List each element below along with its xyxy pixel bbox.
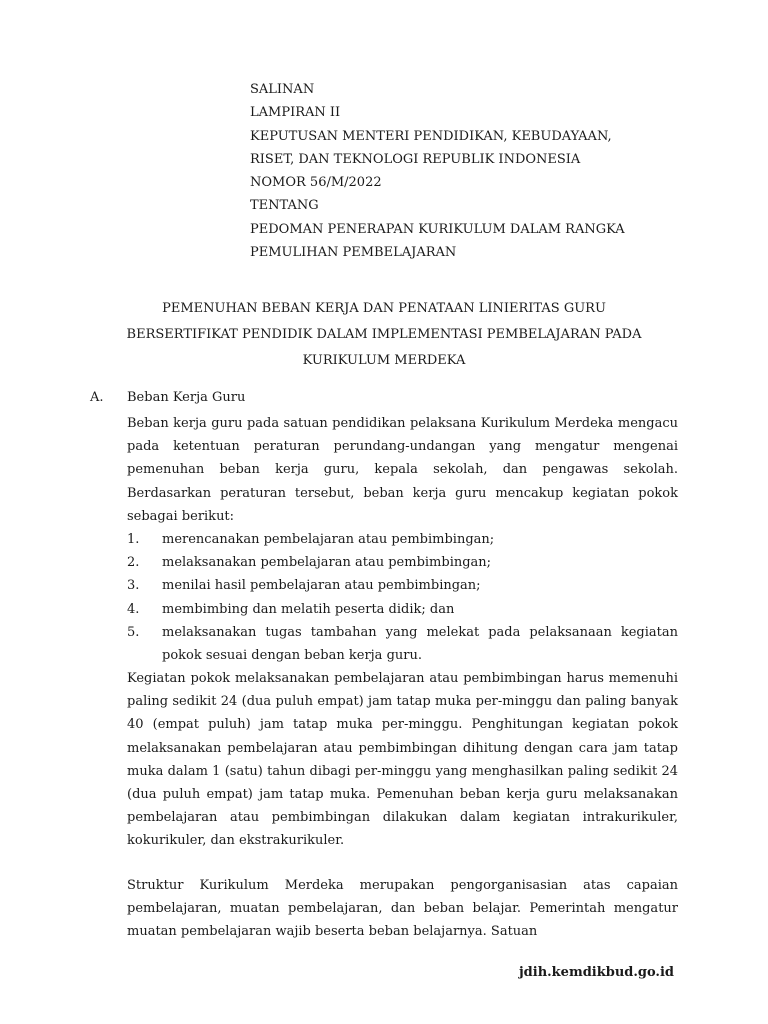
list-item-number: 2. [127, 555, 140, 571]
paragraph-structure: Struktur Kurikulum Merdeka merupakan pengorganisasian atas capaian pembelajaran, muatan pembelajaran, dan beban belajar. Pemerintah mengatur muatan pembelajaran wajib beserta beban belajarnya. Satuan [127, 878, 678, 940]
header-line-nomor: NOMOR 56/M/2022 [250, 175, 382, 191]
section-heading: Beban Kerja Guru [127, 390, 246, 405]
list-item [127, 598, 678, 621]
title-line-3: KURIKULUM MERDEKA [302, 353, 466, 368]
document-title [90, 296, 678, 374]
header-line-riset: RISET, DAN TEKNOLOGI REPUBLIK INDONESIA [250, 151, 581, 167]
section-letter: A. [90, 390, 104, 405]
list-item [127, 528, 678, 551]
list-item [127, 551, 678, 574]
list-item-number: 3. [127, 578, 140, 594]
list-item [127, 621, 678, 667]
list-item-text: menilai hasil pembelajaran atau pembimbingan; [162, 578, 481, 594]
list-item-text: membimbing dan melatih peserta didik; dan [162, 601, 455, 617]
header-line-pemulihan: PEMULIHAN PEMBELAJARAN [250, 245, 457, 261]
title-line-2: BERSERTIFIKAT PENDIDIK DALAM IMPLEMENTASI PEMBELAJARAN PADA [126, 327, 642, 342]
paragraph-workload: Kegiatan pokok melaksanakan pembelajaran atau pembimbingan harus memenuhi paling sedikit 24 (dua puluh empat) jam tatap muka per-minggu dan paling banyak 40 (empat puluh) jam tatap muka per-minggu. Penghitungan kegiatan pokok melaksanakan pembelajaran atau pembimbingan dihitung dengan cara jam tatap muka dalam 1 (satu) tahun dibagi per-minggu yang menghasilkan paling sedikit 24 (dua puluh empat) jam tatap muka. Pemenuhan beban kerja guru melaksanakan pembelajaran atau pembimbingan dilakukan dalam kegiatan intrakurikuler, kokurikuler, dan ekstrakurikuler. [127, 671, 678, 849]
header-line-tentang: TENTANG [250, 198, 319, 214]
footer-website: jdih.kemdikbud.go.id [518, 965, 674, 980]
list-item-number: 5. [127, 624, 140, 640]
attachment-header [250, 78, 625, 264]
activity-list [127, 528, 678, 667]
title-line-1: PEMENUHAN BEBAN KERJA DAN PENATAAN LINIERITAS GURU [162, 301, 606, 316]
header-line-pedoman: PEDOMAN PENERAPAN KURIKULUM DALAM RANGKA [250, 221, 625, 237]
list-item-number: 1. [127, 532, 140, 547]
header-line-lampiran: LAMPIRAN II [250, 105, 341, 121]
intro-paragraph: Beban kerja guru pada satuan pendidikan pelaksana Kurikulum Merdeka mengacu pada ketentuan peraturan perundang-undangan yang mengatur mengenai pemenuhan beban kerja guru, kepala sekolah, dan pengawas sekolah. Berdasarkan peraturan tersebut, beban kerja guru mencakup kegiatan pokok sebagai berikut: [127, 416, 678, 524]
list-item-text: melaksanakan tugas tambahan yang melekat pada pelaksanaan kegiatan pokok sesuai dengan beban kerja guru. [162, 624, 678, 664]
list-item-text: merencanakan pembelajaran atau pembimbingan; [162, 532, 495, 547]
header-line-keputusan: KEPUTUSAN MENTERI PENDIDIKAN, KEBUDAYAAN, [250, 128, 612, 144]
list-item-number: 4. [127, 601, 140, 617]
list-item-text: melaksanakan pembelajaran atau pembimbingan; [162, 555, 492, 571]
list-item [127, 574, 678, 597]
header-line-salinan: SALINAN [250, 82, 315, 97]
